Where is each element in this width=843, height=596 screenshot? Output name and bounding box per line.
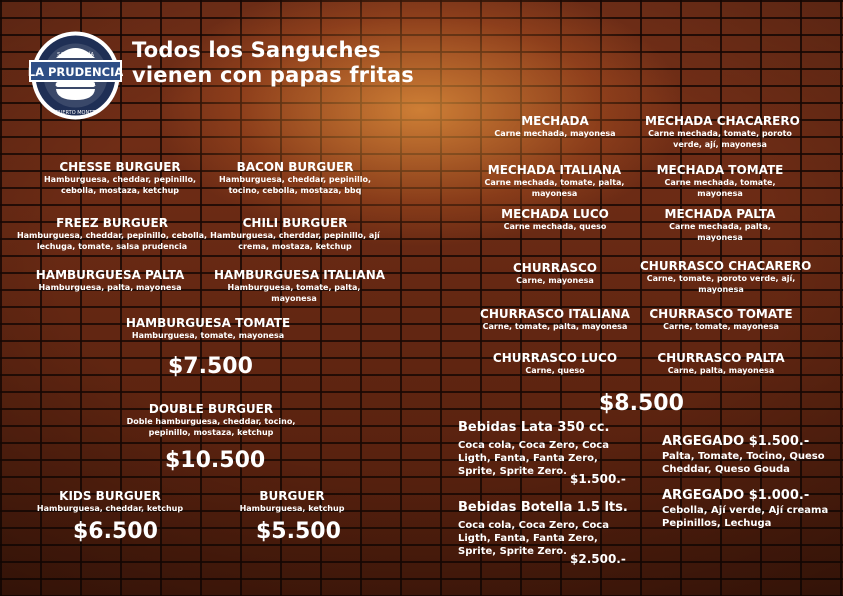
menu-item-mechada-chacarero: MECHADA CHACARERO Carne mechada, tomate, poroto verde, ají, mayonesa bbox=[645, 114, 800, 149]
drinks-bottle-title: Bebidas Botella 1.5 lts. bbox=[458, 500, 628, 515]
price-double-burguer: $10.500 bbox=[165, 448, 266, 473]
la-prudencia-logo bbox=[28, 28, 123, 123]
extras-1000-title: ARGEGADO $1.000.- bbox=[662, 488, 810, 503]
menu-item-mechada: MECHADA Carne mechada, mayonesa bbox=[494, 114, 616, 138]
menu-item-chili-burguer: CHILI BURGUER Hamburguesa, cherddar, pepinillo, ají crema, mostaza, ketchup bbox=[210, 216, 380, 251]
extras-1500-list: Palta, Tomate, Tocino, Queso Cheddar, Queso Gouda bbox=[662, 451, 825, 475]
header-line-1: Todos los Sanguches bbox=[132, 38, 381, 62]
extras-1500-section bbox=[662, 434, 832, 476]
menu-item-churrasco-chacarero: CHURRASCO CHACARERO Carne, tomate, poroto verde, ají, mayonesa bbox=[640, 259, 812, 294]
svg-text:SANGUCHERÍA: SANGUCHERÍA bbox=[57, 52, 94, 58]
menu-item-churrasco-italiana: CHURRASCO ITALIANA Carne, tomate, palta, mayonesa bbox=[480, 307, 630, 331]
drinks-can-price: $1.500.- bbox=[570, 472, 626, 486]
menu-item-churrasco-luco: CHURRASCO LUCO Carne, queso bbox=[492, 351, 618, 375]
menu-item-churrasco-tomate: CHURRASCO TOMATE Carne, tomate, mayonesa bbox=[649, 307, 793, 331]
menu-item-kids-burguer: KIDS BURGUER Hamburguesa, cheddar, ketchup bbox=[36, 489, 184, 513]
menu-item-freez-burguer: FREEZ BURGUER Hamburguesa, cheddar, pepinillo, cebolla, lechuga, tomate, salsa prudencia bbox=[16, 216, 208, 251]
svg-text:PUERTO MONTT: PUERTO MONTT bbox=[55, 110, 96, 116]
menu-item-double-burguer: DOUBLE BURGUER Doble hamburguesa, cheddar, tocino, pepinillo, mostaza, ketchup bbox=[126, 402, 296, 437]
price-kids-burguer: $6.500 bbox=[73, 519, 158, 544]
price-burgers: $7.500 bbox=[168, 354, 253, 379]
menu-item-chesse-burguer: CHESSE BURGUER Hamburguesa, cheddar, pepinillo, cebolla, mostaza, ketchup bbox=[43, 160, 196, 195]
drinks-bottle-list: Coca cola, Coca Zero, Coca Ligth, Fanta, Fanta Zero, Sprite, Sprite Zero. bbox=[458, 520, 609, 557]
menu-item-mechada-tomate: MECHADA TOMATE Carne mechada, tomate, mayonesa bbox=[656, 163, 784, 198]
menu-item-churrasco: CHURRASCO Carne, mayonesa bbox=[512, 261, 597, 285]
menu-item-mechada-luco: MECHADA LUCO Carne mechada, queso bbox=[501, 207, 609, 231]
menu-item-bacon-burguer: BACON BURGUER Hamburguesa, cheddar, pepinillo, tocino, cebolla, mostaza, bbq bbox=[218, 160, 371, 195]
menu-item-mechada-italiana: MECHADA ITALIANA Carne mechada, tomate, palta, mayonesa bbox=[484, 163, 625, 198]
drinks-bottle-price: $2.500.- bbox=[570, 552, 626, 566]
menu-item-hamburguesa-palta: HAMBURGUESA PALTA Hamburguesa, palta, mayonesa bbox=[35, 268, 185, 292]
header-title bbox=[132, 38, 414, 88]
svg-text:DE LA HAMBURGUESA: DE LA HAMBURGUESA bbox=[55, 83, 96, 87]
drinks-can-section bbox=[458, 420, 638, 486]
menu-item-burguer: BURGUER Hamburguesa, ketchup bbox=[239, 489, 345, 513]
menu-item-hamburguesa-tomate: HAMBURGUESA TOMATE Hamburguesa, tomate, mayonesa bbox=[125, 316, 291, 340]
extras-1000-list: Cebolla, Ají verde, Ají creama Pepinillos, Lechuga bbox=[662, 505, 829, 529]
drinks-bottle-section bbox=[458, 500, 638, 566]
menu-item-mechada-palta: MECHADA PALTA Carne mechada, palta, mayonesa bbox=[664, 207, 776, 242]
menu-item-hamburguesa-italiana: HAMBURGUESA ITALIANA Hamburguesa, tomate, palta, mayonesa bbox=[214, 268, 386, 303]
price-burguer: $5.500 bbox=[256, 519, 341, 544]
menu-item-churrasco-palta: CHURRASCO PALTA Carne, palta, mayonesa bbox=[657, 351, 785, 375]
extras-1500-title: ARGEGADO $1.500.- bbox=[662, 434, 810, 449]
extras-1000-section bbox=[662, 488, 832, 530]
price-sandwiches: $8.500 bbox=[599, 391, 684, 416]
logo-brand-text: LA PRUDENCIA bbox=[28, 65, 123, 79]
drinks-can-list: Coca cola, Coca Zero, Coca Ligth, Fanta, Fanta Zero, Sprite, Sprite Zero. bbox=[458, 440, 609, 477]
drinks-can-title: Bebidas Lata 350 cc. bbox=[458, 420, 610, 435]
header-line-2: vienen con papas fritas bbox=[132, 63, 414, 87]
